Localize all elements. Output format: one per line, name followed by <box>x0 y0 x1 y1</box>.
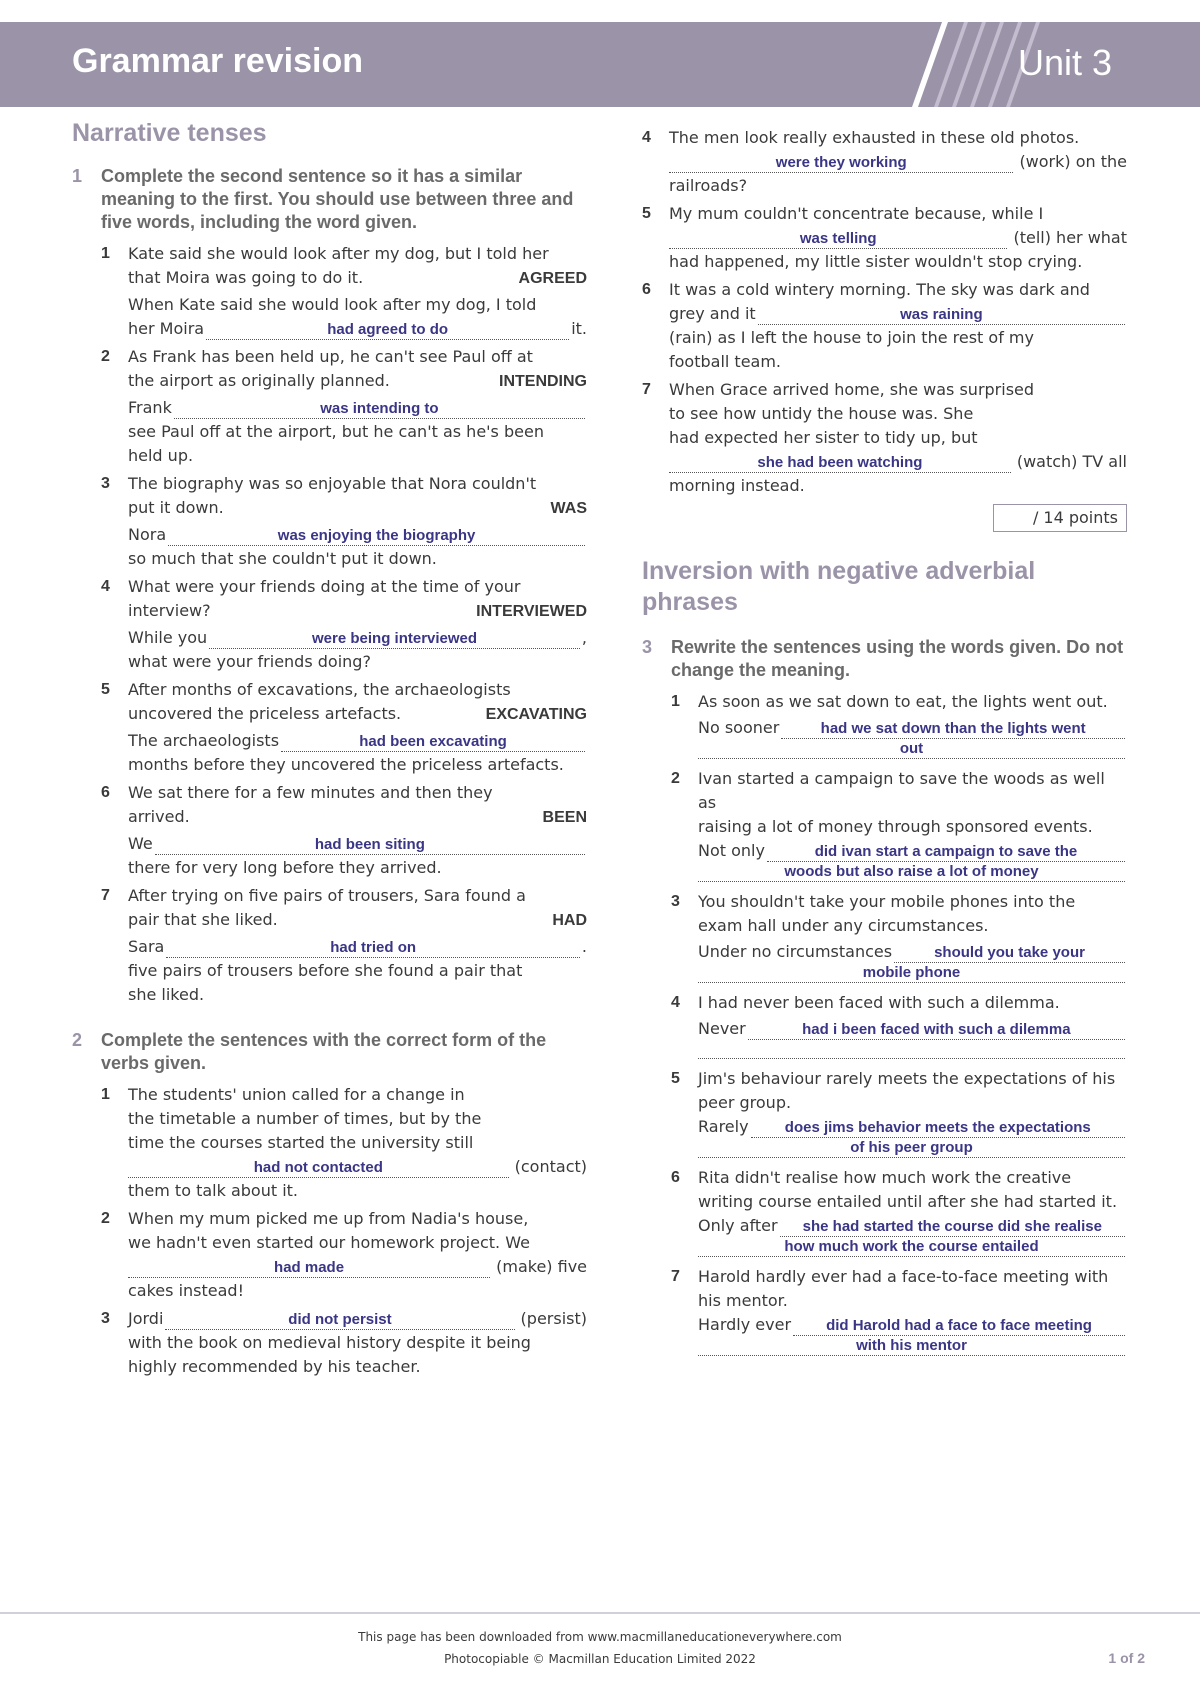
keyword: EXCAVATING <box>485 706 587 723</box>
answer-field-continued[interactable]: how much work the course entailed <box>698 1238 1125 1257</box>
keyword: INTERVIEWED <box>476 603 587 620</box>
footer-copyright: Photocopiable © Macmillan Education Limited 2022 <box>444 1652 756 1666</box>
footer-download-note: This page has been downloaded from www.macmillaneducationeverywhere.com <box>358 1630 842 1644</box>
list-item: 4 I had never been faced with such a dilemma. Never had i been faced with such a dilemma <box>671 991 1127 1059</box>
keyword: AGREED <box>518 270 587 287</box>
answer-field[interactable]: was raining <box>758 306 1125 325</box>
answer-field[interactable]: she had been watching <box>669 454 1011 473</box>
answer-field[interactable]: had i been faced with such a dilemma <box>748 1021 1125 1040</box>
list-item: 7 When Grace arrived home, she was surprised to see how untidy the house was. She had expected her sister to tidy up, but she had been watching (watch) TV all morning instead. <box>642 380 1127 495</box>
answer-field[interactable]: had made <box>128 1259 490 1278</box>
list-item: 2 Ivan started a campaign to save the woods as well as raising a lot of money through sponsored events. Not only did ivan start a campaign to save the woods but also raise a lot of money <box>671 767 1127 882</box>
right-column <box>642 126 1127 1364</box>
list-item: 2 As Frank has been held up, he can't see Paul off at the airport as originally planned. INTENDING Frank was intending to see Paul off at the airport, but he can't as he's been held up. <box>101 347 587 465</box>
answer-field-continued[interactable]: out <box>698 740 1125 759</box>
list-item: 1 The students' union called for a change in the timetable a number of times, but by the time the courses started the university still had not contacted (contact) them to talk about it. <box>101 1085 587 1200</box>
list-item: 3 Jordi did not persist (persist) with the book on medieval history despite it being highly recommended by his teacher. <box>101 1309 587 1376</box>
answer-field[interactable]: had not contacted <box>128 1159 509 1178</box>
keyword: WAS <box>550 500 587 517</box>
exercise-instruction: Complete the sentences with the correct form of the verbs given. <box>101 1030 547 1073</box>
list-item: 7 After trying on five pairs of trousers, Sara found a pair that she liked. HAD Sara had tried on . five pairs of trousers before she found a pair that she liked. <box>101 886 587 1004</box>
list-item: 5 My mum couldn't concentrate because, while I was telling (tell) her what had happened, my little sister wouldn't stop crying. <box>642 204 1127 271</box>
answer-field[interactable]: did not persist <box>165 1311 514 1330</box>
answer-field[interactable]: should you take your <box>894 944 1125 963</box>
list-item: 1 Kate said she would look after my dog, but I told her that Moira was going to do it. AGREED When Kate said she would look after my dog, I told her Moira had agreed to do it. <box>101 244 587 338</box>
answer-field-continued[interactable]: mobile phone <box>698 964 1125 983</box>
keyword: BEEN <box>542 809 587 826</box>
answer-field-continued[interactable]: with his mentor <box>698 1337 1125 1356</box>
list-item: 5 After months of excavations, the archaeologists uncovered the priceless artefacts. EXCAVATING The archaeologists had been excavating months before they uncovered the priceless artefacts. <box>101 680 587 774</box>
exercise-3 <box>642 636 1127 1364</box>
answer-field[interactable]: had tried on <box>166 939 580 958</box>
answer-field[interactable]: was intending to <box>174 400 585 419</box>
footer-divider <box>0 1612 1200 1614</box>
answer-field[interactable]: had been siting <box>155 836 585 855</box>
answer-field[interactable]: had been excavating <box>281 733 585 752</box>
list-item: 7 Harold hardly ever had a face-to-face meeting with his mentor. Hardly ever did Harold had a face to face meeting with his mentor <box>671 1265 1127 1356</box>
exercise-1 <box>72 165 587 1011</box>
list-item: 6 Rita didn't realise how much work the creative writing course entailed until after she had started it. Only after she had started the course did she realise how much work the course entailed <box>671 1166 1127 1257</box>
unit-label: Unit 3 <box>1017 42 1112 83</box>
exercise-number: 2 <box>72 1030 83 1050</box>
left-column <box>72 118 587 1383</box>
section-title-inversion: Inversion with negative adverbial phrases <box>642 557 1036 616</box>
list-item: 4 What were your friends doing at the time of your interview? INTERVIEWED While you were being interviewed , what were your friends doing? <box>101 577 587 671</box>
section-title-narrative-tenses: Narrative tenses <box>72 119 267 147</box>
answer-field[interactable]: was telling <box>669 230 1007 249</box>
header-stripes-decoration <box>872 22 1042 107</box>
answer-field-continued[interactable]: of his peer group <box>698 1139 1125 1158</box>
list-item: 6 We sat there for a few minutes and then they arrived. BEEN We had been siting there for very long before they arrived. <box>101 783 587 877</box>
list-item: 5 Jim's behaviour rarely meets the expectations of his peer group. Rarely does jims behavior meets the expectations of his peer group <box>671 1067 1127 1158</box>
list-item: 6 It was a cold wintery morning. The sky was dark and grey and it was raining (rain) as I left the house to join the rest of my football team. <box>642 278 1127 374</box>
page-number: 1 of 2 <box>1108 1650 1145 1666</box>
list-item: 3 The biography was so enjoyable that Nora couldn't put it down. WAS Nora was enjoying the biography so much that she couldn't put it down. <box>101 474 587 568</box>
answer-field[interactable]: does jims behavior meets the expectations <box>751 1119 1125 1138</box>
exercise-number: 1 <box>72 166 83 186</box>
answer-field[interactable]: did ivan start a campaign to save the <box>767 843 1125 862</box>
exercise-instruction: Rewrite the sentences using the words given. Do not change the meaning. <box>671 637 1124 680</box>
points-box: / 14 points <box>993 504 1127 532</box>
keyword: INTENDING <box>499 373 587 390</box>
answer-field[interactable]: were being interviewed <box>209 630 580 649</box>
exercise-number: 3 <box>642 637 653 657</box>
header-banner <box>0 22 1200 107</box>
answer-field[interactable]: was enjoying the biography <box>168 527 585 546</box>
list-item: 4 The men look really exhausted in these old photos. were they working (work) on the railroads? <box>642 128 1127 195</box>
answer-field[interactable]: had we sat down than the lights went <box>781 720 1125 739</box>
answer-field[interactable]: were they working <box>669 154 1013 173</box>
keyword: HAD <box>552 912 587 929</box>
answer-field[interactable]: did Harold had a face to face meeting <box>793 1317 1125 1336</box>
exercise-instruction: Complete the second sentence so it has a similar meaning to the first. You should use between three and five words, including the word given. <box>101 166 574 232</box>
answer-field-continued[interactable] <box>698 1041 1125 1059</box>
answer-field-continued[interactable]: woods but also raise a lot of money <box>698 863 1125 882</box>
list-item: 1 As soon as we sat down to eat, the lights went out. No sooner had we sat down than the lights went out <box>671 690 1127 759</box>
answer-field[interactable]: she had started the course did she realise <box>780 1218 1125 1237</box>
list-item: 2 When my mum picked me up from Nadia's house, we hadn't even started our homework project. We had made (make) five cakes instead! <box>101 1209 587 1300</box>
page-title: Grammar revision <box>72 42 364 80</box>
list-item: 3 You shouldn't take your mobile phones into the exam hall under any circumstances. Under no circumstances should you take your mobile phone <box>671 890 1127 983</box>
exercise-2 <box>72 1029 587 1383</box>
answer-field[interactable]: had agreed to do <box>206 321 569 340</box>
